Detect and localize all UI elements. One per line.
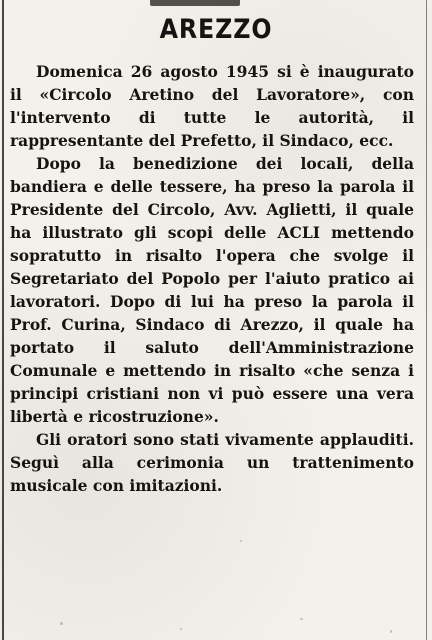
article-headline: AREZZO bbox=[159, 14, 273, 45]
print-speckle bbox=[240, 540, 242, 542]
column-rule-right bbox=[426, 0, 427, 640]
print-speckle bbox=[60, 622, 63, 625]
article-paragraph-1: Domenica 26 agosto 1945 si è inaugurato il «Circolo Aretino del Lavoratore», con l'intervento di tutte le autorità, il rappresentante del Prefetto, il Sindaco, ecc. bbox=[10, 62, 414, 150]
column-rule-left bbox=[2, 0, 4, 640]
print-speckle bbox=[300, 618, 303, 620]
article-paragraph-3: Gli oratori sono stati vivamente applauditi. Seguì alla cerimonia un trattenimento musicale con imitazioni. bbox=[10, 430, 414, 495]
article-body bbox=[10, 60, 414, 497]
article-paragraph-2: Dopo la benedizione dei locali, della bandiera e delle tessere, ha preso la parola il Presidente del Circolo, Avv. Aglietti, il quale ha illustrato gli scopi delle ACLI mettendo sopratutto in risalto l'opera che svolge il Segretariato del Popolo per l'aiuto pratico ai lavoratori. Dopo di lui ha preso la parola il Prof. Curina, Sindaco di Arezzo, il quale ha portato il saluto dell'Amministrazione Comunale e mettendo in risalto «che senza i principi cristiani non vi può essere una vera libertà e ricostruzione». bbox=[10, 154, 414, 426]
cut-off-heading-fragment bbox=[150, 0, 240, 6]
print-speckle bbox=[390, 630, 392, 633]
print-speckle bbox=[180, 628, 182, 630]
